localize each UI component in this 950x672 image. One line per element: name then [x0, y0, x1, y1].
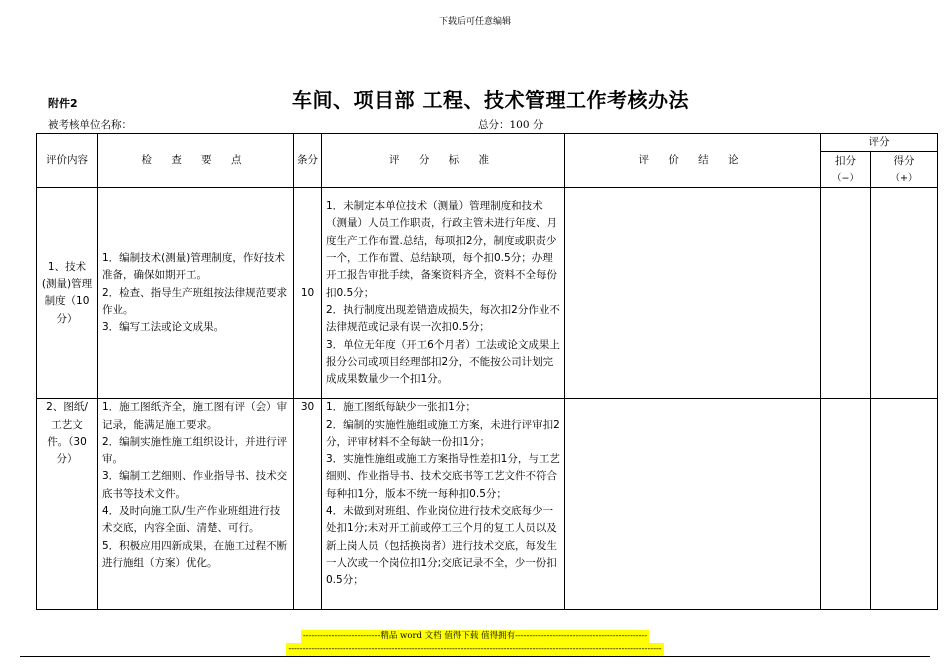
header-score: 评分 — [821, 134, 938, 152]
row-gain — [871, 188, 938, 399]
header-check-points: 检 查 要 点 — [98, 134, 294, 188]
header-deduct: 扣分 （−） — [821, 152, 871, 188]
assessment-table — [36, 133, 938, 610]
attachment-label: 附件2 — [48, 97, 78, 110]
row-points: 10 — [294, 188, 322, 399]
row-item: 2、图纸/工艺文件。（30分） — [37, 399, 98, 610]
row-item: 1、技术(测量)管理制度（10分） — [37, 188, 98, 399]
unit-name-label: 被考核单位名称： — [48, 119, 132, 131]
row-points: 30 — [294, 399, 322, 610]
header-note: 下载后可任意编辑 — [438, 17, 511, 27]
bottom-rule — [20, 656, 930, 657]
row-deduct — [821, 399, 871, 610]
row-deduct — [821, 188, 871, 399]
row-conclusion — [565, 399, 821, 610]
row-standard: 1．施工图纸每缺少一张扣1分； 2．编制的实施性施组或施工方案，未进行评审扣2分，评审材料不全每缺一份扣1分； 3．实施性施组或施工方案指导性差扣1分，与工艺细则、作业指导书、技术交底书等工艺文件不符合每种扣1分，版本不统一每种扣0.5分； 4．未做到对班组、作业岗位进行技术交底每少一处扣1分;未对开工前或停工三个月的复工人员以及新上岗人员（包括换岗者）进行技术交底，每发生一人次或一个岗位扣1分;交底记录不全，少一份扣0.5分； — [322, 399, 565, 610]
header-item: 评价内容 — [37, 134, 98, 188]
header-standard: 评 分 标 准 — [322, 134, 565, 188]
row-check-points: 1．编制技术(测量)管理制度，作好技术准备，确保如期开工。 2．检查、指导生产班组按法律规范要求作业。 3．编写工法或论文成果。 — [98, 188, 294, 399]
table-row — [37, 188, 938, 399]
footer — [0, 630, 950, 656]
document-title: 车间、项目部 工程、技术管理工作考核办法 — [292, 88, 689, 112]
total-score: 总分：100 分 — [478, 119, 544, 131]
table-row — [37, 399, 938, 610]
row-standard: 1．未制定本单位技术（测量）管理制度和技术（测量）人员工作职责，行政主管未进行年度、月度生产工作布置.总结，每项扣2分，制度或职责少一个，工作布置、总结缺项，每个扣0.5分；办理开工报告审批手续，备案资料齐全，资料不全每份扣0.5分； 2．执行制度出现差错造成损失，每次扣2分作业不法律规范或记录有误一次扣0.5分； 3．单位无年度（开工6个月者）工法或论文成果上报分公司或项目经理部扣2分，不能按公司计划完成成果数量少一个扣1分。 — [322, 188, 565, 399]
header-gain: 得分 （+） — [871, 152, 938, 188]
row-conclusion — [565, 188, 821, 399]
row-gain — [871, 399, 938, 610]
row-check-points: 1．施工图纸齐全，施工图有评（会）审记录，能满足施工要求。 2．编制实施性施工组织设计，并进行评审。 3．编制工艺细则、作业指导书、技术交底书等技术文件。 4．及时向施工队/生产作业班组进行技术交底，内容全面、清楚、可行。 5．积极应用四新成果，在施工过程不断进行施组（方案）优化。 — [98, 399, 294, 610]
footer-line-1: ---------------------------精品 word 文档 值得下载 值得拥有---------------------------------------------- — [302, 631, 648, 641]
header-conclusion: 评 价 结 论 — [565, 134, 821, 188]
header-points: 条分 — [294, 134, 322, 188]
footer-line-2: ---------------------------------------------------------------------------------------------------------------------------------- — [288, 644, 662, 654]
